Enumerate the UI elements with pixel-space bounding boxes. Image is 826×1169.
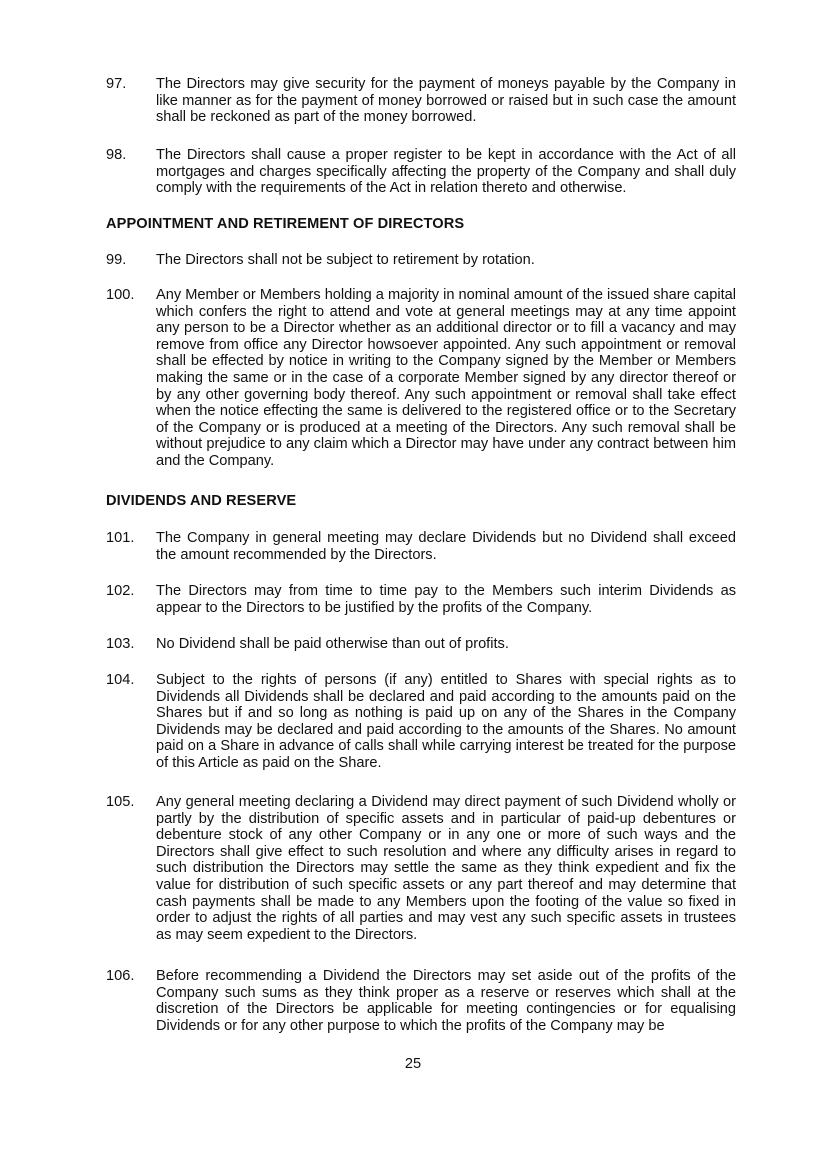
article-101: [106, 530, 736, 563]
article-99: [106, 252, 736, 269]
article-number: 102.: [106, 583, 135, 599]
article-text: Any Member or Members holding a majority in nominal amount of the issued share capital which confers the right to attend and vote at general meetings may at any time appoint any person to be a Director whether as an additional director or to fill a vacancy and may remove from office any Director howsoever appointed. Any such appointment or removal shall be effected by notice in writing to the Company signed by the Member or Members making the same or in the case of a corporate Member signed by any director thereof or by any other governing body thereof. Any such appointment or removal shall take effect when the notice effecting the same is delivered to the registered office or to the Secretary of the Company or is produced at a meeting of the Directors. Any such removal shall be without prejudice to any claim which a Director may have under any contract between him and the Company.: [156, 287, 736, 469]
article-text: Subject to the rights of persons (if any) entitled to Shares with special rights as to Dividends all Dividends shall be declared and paid according to the amounts paid on the Shares but if and so long as nothing is paid up on any of the Shares in the Company Dividends may be declared and paid according to the amounts of the Shares. No amount paid on a Share in advance of calls shall while carrying interest be treated for the purpose of this Article as paid on the Share.: [156, 672, 736, 771]
article-100: [106, 287, 736, 470]
article-104: [106, 672, 736, 772]
article-number: 103.: [106, 636, 135, 652]
article-106: [106, 968, 736, 1034]
section-heading-dividends: DIVIDENDS AND RESERVE: [106, 493, 297, 509]
article-text: No Dividend shall be paid otherwise than out of profits.: [156, 636, 509, 652]
article-text: The Directors may give security for the payment of moneys payable by the Company in like manner as for the payment of money borrowed or raised but in such case the amount shall be reckoned as part of the money borrowed.: [156, 76, 736, 126]
article-number: 106.: [106, 968, 135, 984]
article-105: [106, 794, 736, 943]
page-number: 25: [404, 1056, 422, 1072]
article-number: 101.: [106, 530, 135, 546]
article-number: 97.: [106, 76, 127, 92]
article-number: 99.: [106, 252, 127, 268]
article-number: 98.: [106, 147, 127, 163]
article-103: [106, 636, 736, 653]
article-text: The Directors shall not be subject to retirement by rotation.: [156, 252, 535, 268]
article-text: Before recommending a Dividend the Directors may set aside out of the profits of the Company such sums as they think proper as a reserve or reserves which shall at the discretion of the Directors be applicable for meeting contingencies or for equalising Dividends or for any other purpose to which the profits of the Company may be: [156, 968, 736, 1034]
section-heading-appointment: APPOINTMENT AND RETIREMENT OF DIRECTORS: [106, 216, 465, 232]
article-number: 104.: [106, 672, 135, 688]
article-text: The Company in general meeting may declare Dividends but no Dividend shall exceed the amount recommended by the Directors.: [156, 530, 736, 563]
article-number: 100.: [106, 287, 135, 303]
article-98: [106, 147, 736, 197]
article-text: The Directors shall cause a proper register to be kept in accordance with the Act of all mortgages and charges specifically affecting the property of the Company and shall duly comply with the requirements of the Act in relation thereto and otherwise.: [156, 147, 736, 197]
article-97: [106, 76, 736, 126]
article-text: The Directors may from time to time pay to the Members such interim Dividends as appear to the Directors to be justified by the profits of the Company.: [156, 583, 736, 616]
article-102: [106, 583, 736, 616]
article-number: 105.: [106, 794, 135, 810]
article-text: Any general meeting declaring a Dividend may direct payment of such Dividend wholly or partly by the distribution of specific assets and in particular of paid-up debentures or debenture stock of any other Company or in any one or more of such ways and the Directors shall give effect to such resolution and where any difficulty arises in regard to such distribution the Directors may settle the same as they think expedient and fix the value for distribution of such specific assets or any part thereof and may determine that cash payments shall be made to any Members upon the footing of the value so fixed in order to adjust the rights of all parties and may vest any such specific assets in trustees as may seem expedient to the Directors.: [156, 794, 736, 943]
